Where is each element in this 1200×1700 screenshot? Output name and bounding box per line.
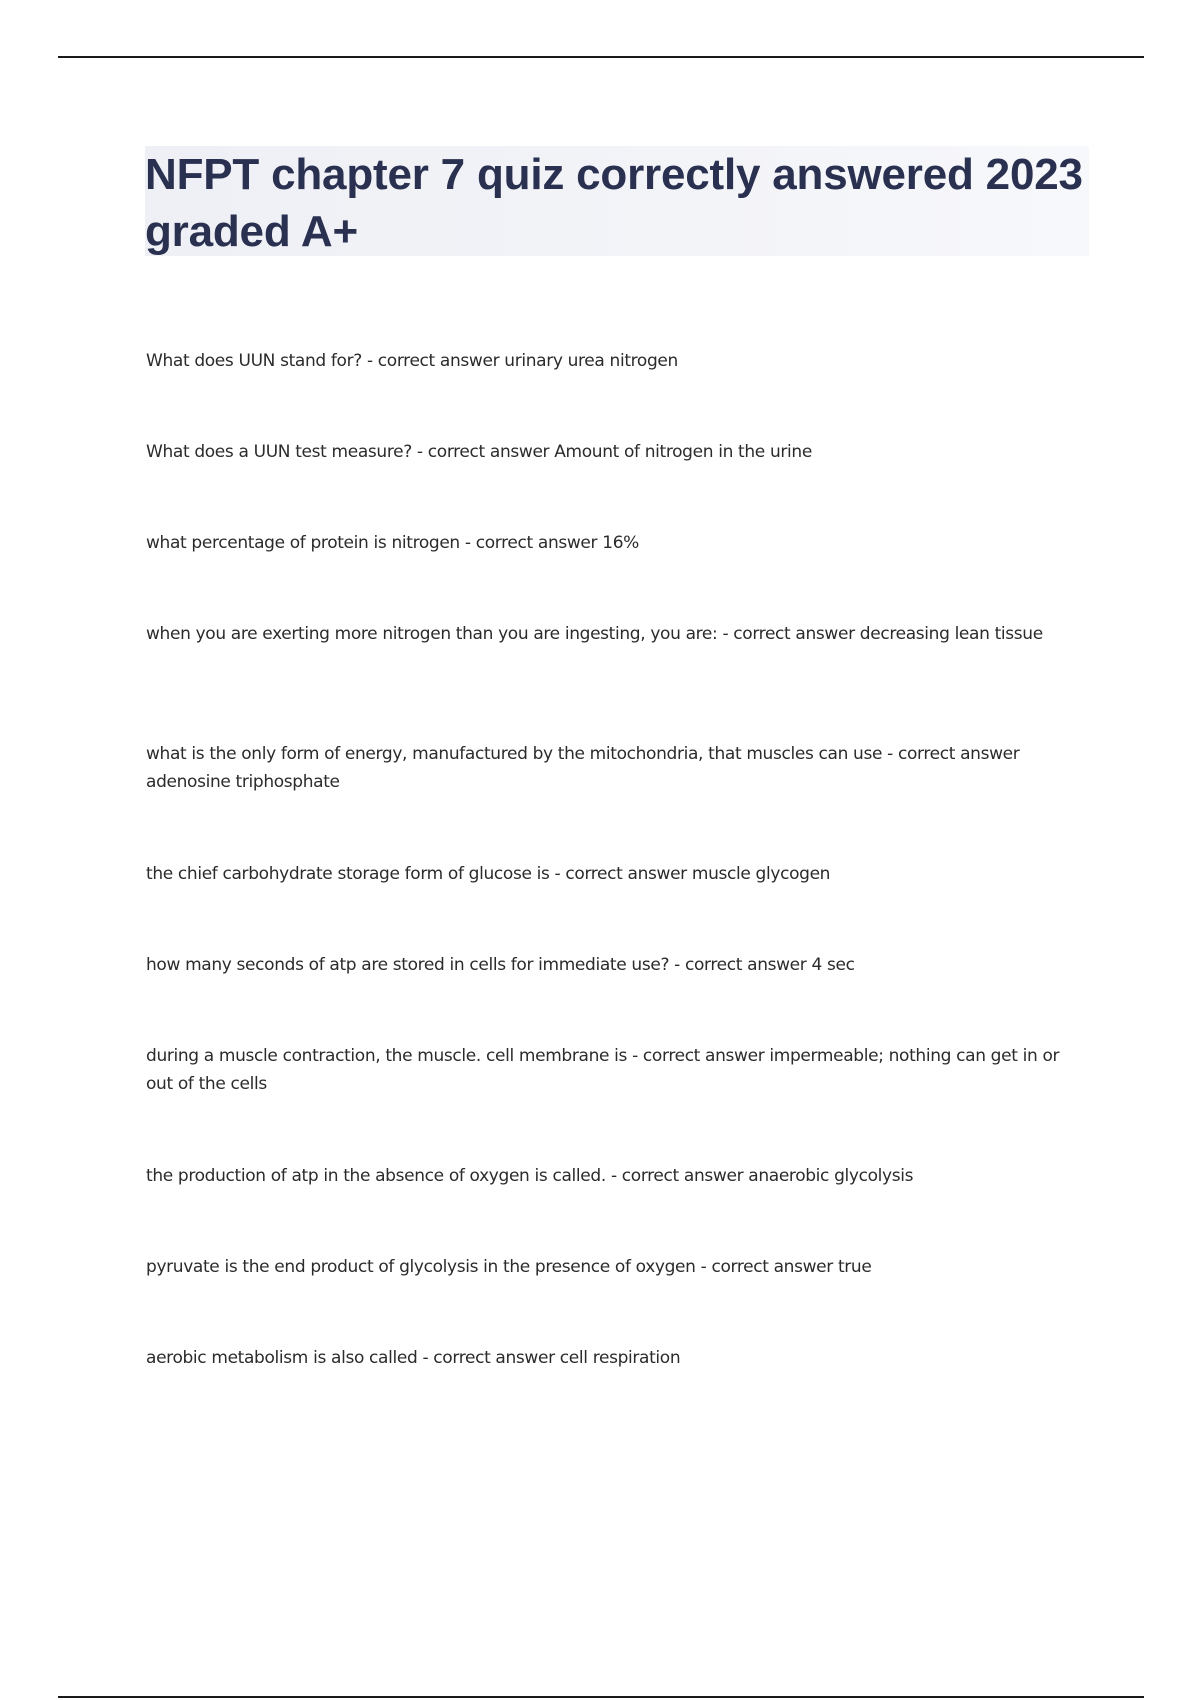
bottom-rule [58,1696,1144,1698]
qa-item-3: what percentage of protein is nitrogen - correct answer 16% [146,533,639,553]
qa-item-10: pyruvate is the end product of glycolysis in the presence of oxygen - correct answer true [146,1257,872,1277]
qa-item-4: when you are exerting more nitrogen than you are ingesting, you are: - correct answer decreasing lean tissue [146,624,1043,644]
qa-item-2: What does a UUN test measure? - correct answer Amount of nitrogen in the urine [146,442,812,462]
qa-item-5: what is the only form of energy, manufactured by the mitochondria, that muscles can use - correct answer adenosine triphosphate [146,744,1020,792]
qa-item-7: how many seconds of atp are stored in cells for immediate use? - correct answer 4 sec [146,955,855,975]
qa-item-8: during a muscle contraction, the muscle. cell membrane is - correct answer impermeable; nothing can get in or out of the cells [146,1046,1060,1094]
qa-item-1: What does UUN stand for? - correct answer urinary urea nitrogen [146,351,678,371]
qa-item-6: the chief carbohydrate storage form of glucose is - correct answer muscle glycogen [146,864,831,884]
qa-item-11: aerobic metabolism is also called - correct answer cell respiration [146,1348,681,1368]
qa-item-9: the production of atp in the absence of oxygen is called. - correct answer anaerobic glycolysis [146,1166,914,1186]
top-rule [58,56,1144,58]
document-title: NFPT chapter 7 quiz correctly answered 2023 graded A+ [145,150,1083,256]
